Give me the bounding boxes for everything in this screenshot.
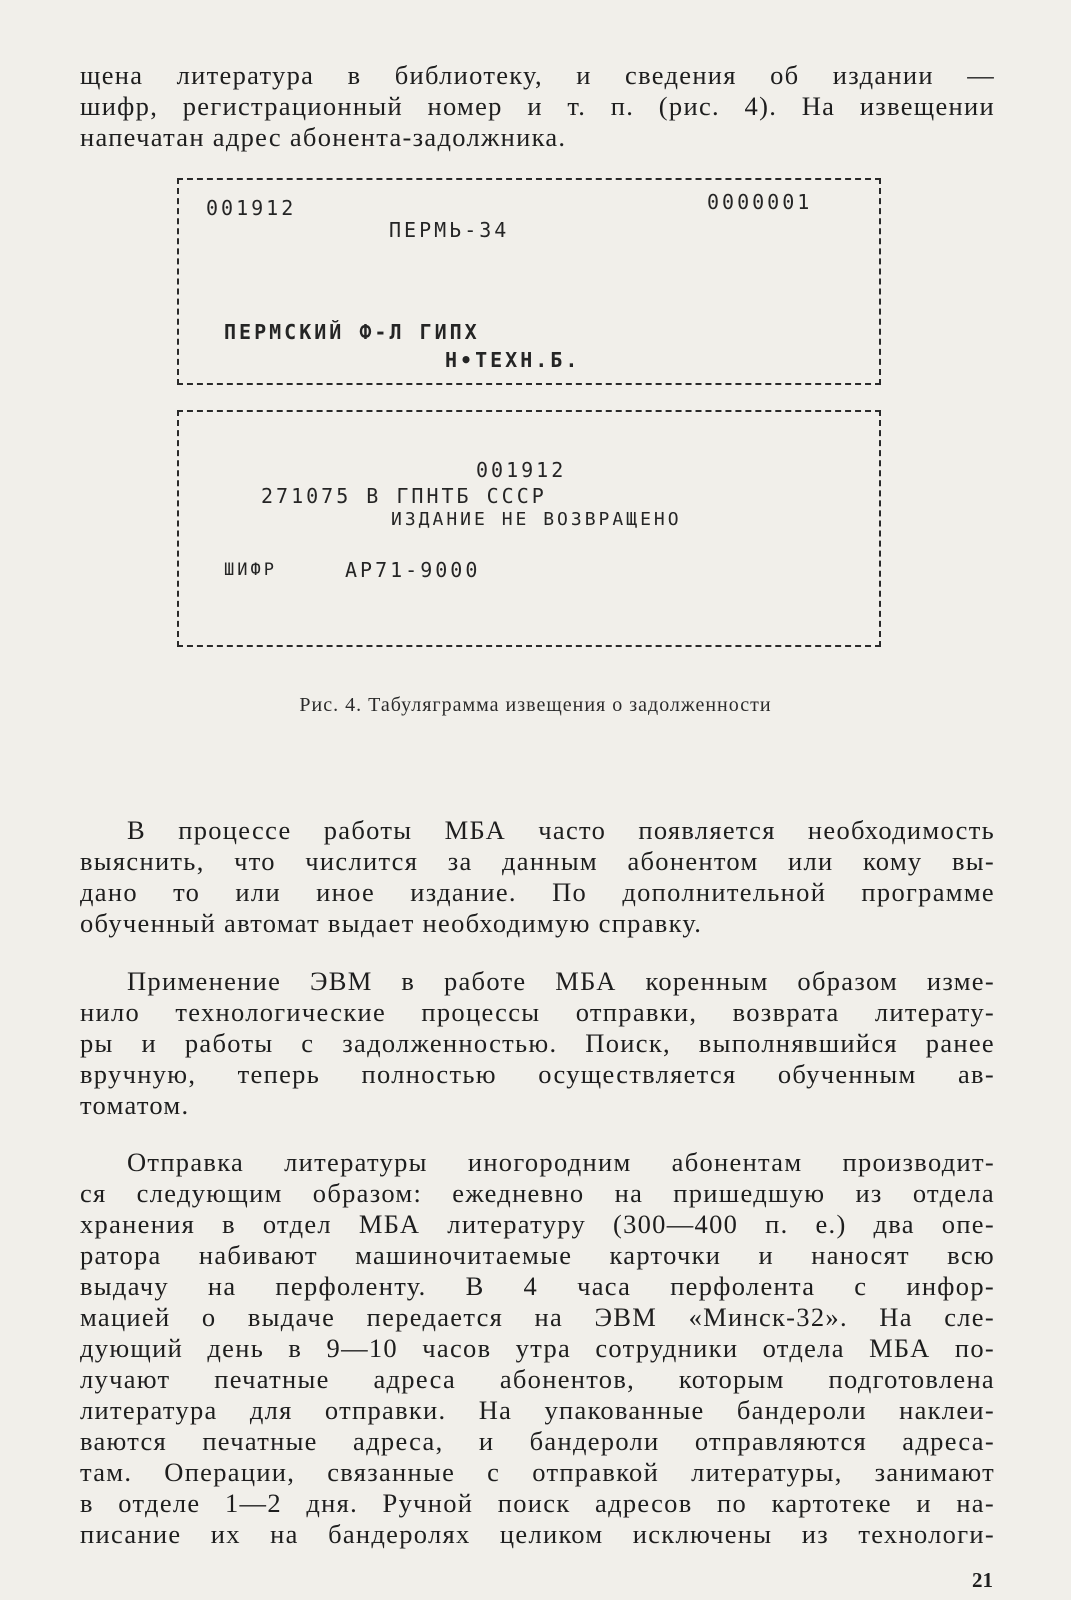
card-date-institution: 271075 В ГПНТБ СССР	[261, 484, 547, 508]
card-library: Н•ТЕХН.Б.	[445, 348, 581, 372]
text-line: в отделе 1—2 дня. Ручной поиск адресов по картотеке и на-	[80, 1488, 995, 1518]
text-line: Применение ЭВМ в работе МБА коренным образом изме-	[127, 966, 995, 996]
tabulagram-card-notice	[177, 410, 881, 647]
text-line: мацией о выдаче передается на ЭВМ «Минск-32». На сле-	[80, 1302, 995, 1332]
text-line: ся следующим образом: ежедневно на пришедшую из отдела	[80, 1178, 995, 1208]
text-line: обученный автомат выдает необходимую справку.	[80, 908, 703, 938]
card-cipher-value: АР71-9000	[345, 558, 481, 582]
card-left-code: 001912	[206, 196, 297, 220]
card-cipher-label: ШИФР	[224, 560, 277, 580]
text-line: щена литература в библиотеку, и сведения об издании —	[80, 60, 995, 90]
text-line: шифр, регистрационный номер и т. п. (рис. 4). На извещении	[80, 91, 995, 121]
text-line: ры и работы с задолженностью. Поиск, выполнявшийся ранее	[80, 1028, 995, 1058]
text-line: томатом.	[80, 1090, 190, 1120]
page-number: 21	[972, 1568, 993, 1592]
card-city: ПЕРМЬ-34	[389, 218, 510, 242]
card-organization: ПЕРМСКИЙ Ф-Л ГИПХ	[224, 320, 480, 344]
text-line: выдачу на перфоленту. В 4 часа перфолента с инфор-	[80, 1271, 995, 1301]
text-line: лучают печатные адреса абонентов, которым подготовлена	[80, 1364, 995, 1394]
text-line: хранения в отдел МБА литературу (300—400 п. е.) два опе-	[80, 1209, 995, 1239]
text-line: литература для отправки. На упакованные бандероли наклеи-	[80, 1395, 995, 1425]
text-line: выяснить, что числится за данным абонентом или кому вы-	[80, 846, 995, 876]
text-line: Отправка литературы иногородним абонентам производит-	[127, 1147, 995, 1177]
text-line: дано то или иное издание. По дополнительной программе	[80, 877, 995, 907]
text-line: нило технологические процессы отправки, возврата литерату-	[80, 997, 995, 1027]
text-line: писание их на бандеролях целиком исключены из технологи-	[80, 1519, 995, 1549]
tabulagram-card-address	[177, 178, 881, 385]
text-line: напечатан адрес абонента-задолжника.	[80, 122, 567, 152]
text-line: дующий день в 9—10 часов утра сотрудники отдела МБА по-	[80, 1333, 995, 1363]
text-line: ваются печатные адреса, и бандероли отправляются адреса-	[80, 1426, 995, 1456]
text-line: там. Операции, связанные с отправкой литературы, занимают	[80, 1457, 995, 1487]
card-status: ИЗДАНИЕ НЕ ВОЗВРАЩЕНО	[391, 509, 682, 530]
text-line: ратора набивают машиночитаемые карточки и наносят всю	[80, 1240, 995, 1270]
text-line: В процессе работы МБА часто появляется необходимость	[127, 815, 995, 845]
figure-caption: Рис. 4. Табуляграмма извещения о задолженности	[299, 694, 772, 716]
card-code: 001912	[476, 458, 567, 482]
card-right-code: 0000001	[707, 190, 813, 214]
text-line: вручную, теперь полностью осуществляется обученным ав-	[80, 1059, 995, 1089]
